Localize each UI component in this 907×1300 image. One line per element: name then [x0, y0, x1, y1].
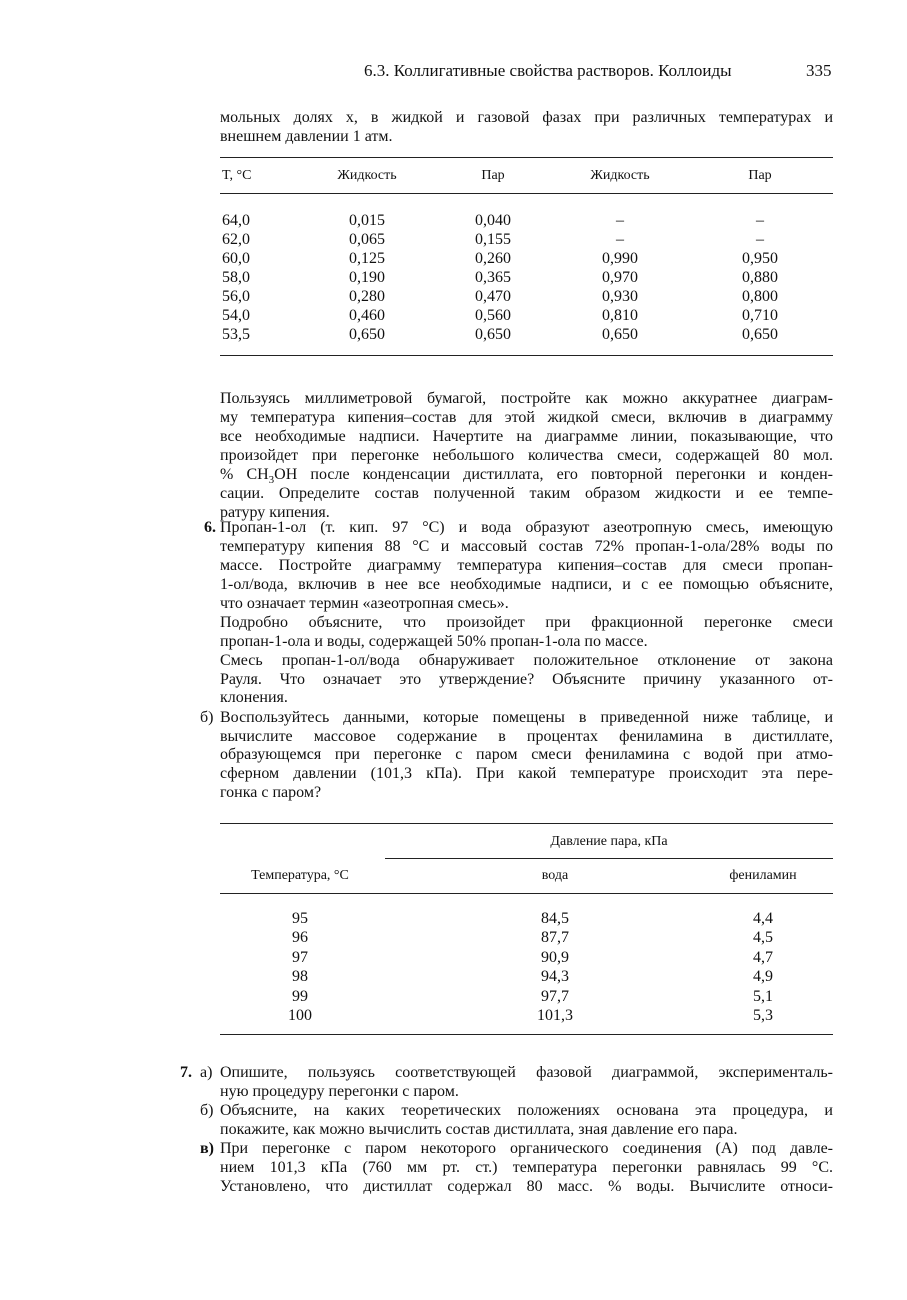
- text-line: клонения.: [220, 689, 288, 706]
- subitem-label: б): [200, 709, 214, 726]
- text-line: что означает термин «азеотропная смесь».: [220, 595, 509, 612]
- text-line-formula: [220, 465, 833, 487]
- table-cell: 0,015: [349, 212, 385, 229]
- table-cell-temperature: 58,0: [222, 269, 250, 286]
- table-cell: 94,3: [541, 968, 569, 986]
- text-line: Объясните, на каких теоретических положениях основана эта процедура, и: [220, 1102, 833, 1119]
- column-header: фениламин: [729, 868, 797, 883]
- column-header: Жидкость: [337, 168, 397, 183]
- table-rule: [220, 823, 833, 824]
- text-line: Установлено, что дистиллат содержал 80 масс. % воды. Вычислите относи-: [220, 1178, 833, 1195]
- table-cell: –: [756, 212, 764, 229]
- running-header: 6.3. Коллигативные свойства растворов. Коллоиды: [364, 61, 732, 80]
- text-line: произойдет при перегонке небольшого количества смеси, содержащей 80 мол.: [220, 447, 833, 464]
- formula-text: % CH: [220, 466, 269, 483]
- text-line: гонка с паром?: [220, 784, 322, 801]
- text-line: Смесь пропан-1-ол/вода обнаруживает положительное отклонение от закона: [220, 652, 833, 669]
- table-cell: 97,7: [541, 987, 569, 1005]
- problem-number: 7.: [180, 1064, 192, 1081]
- table-cell: 0,650: [475, 326, 511, 343]
- text-line: температуру кипения 88 °C и массовый состав 72% пропан-1-ола/28% воды по: [220, 538, 833, 555]
- table-cell: 0,155: [475, 231, 511, 248]
- table-cell-temperature: 56,0: [222, 288, 250, 305]
- table-cell: 0,650: [349, 326, 385, 343]
- table-cell: –: [616, 231, 624, 248]
- column-header: T, °C: [222, 168, 252, 183]
- text-line: сации. Определите состав полученной таким образом жидкости и ее темпе-: [220, 485, 833, 502]
- text-line: При перегонке с паром некоторого органического соединения (А) под давле-: [220, 1140, 833, 1157]
- table-cell: 0,470: [475, 288, 511, 305]
- table-cell: 101,3: [537, 1007, 573, 1024]
- table-cell-temperature: 64,0: [222, 212, 250, 229]
- subitem-label: а): [200, 1064, 213, 1081]
- table-cell-temperature: 96: [292, 929, 308, 947]
- table-cell: 0,880: [742, 269, 778, 286]
- group-header: Давление пара, кПа: [550, 834, 668, 849]
- table-cell: 90,9: [541, 948, 569, 966]
- table-cell: 4,5: [753, 929, 773, 947]
- table-cell: 0,560: [475, 307, 511, 324]
- table-cell: 4,9: [753, 968, 773, 986]
- column-header: Пар: [748, 168, 772, 183]
- table-cell: 0,065: [349, 231, 385, 248]
- text-line: му температура кипения–состав для этой жидкой смеси, включив в диаграмму: [220, 409, 833, 426]
- text-line: Пропан-1-ол (т. кип. 97 °C) и вода образуют азеотропную смесь, имеющую: [220, 519, 833, 536]
- table-cell: 0,040: [475, 212, 511, 229]
- table-cell: 0,650: [742, 326, 778, 343]
- table-cell-temperature: 100: [288, 1007, 312, 1024]
- table-cell: 0,365: [475, 269, 511, 286]
- table-cell: 0,280: [349, 288, 385, 305]
- table-rule: [220, 355, 833, 356]
- table-cell: –: [756, 231, 764, 248]
- table-rule: [220, 157, 833, 158]
- text-line: все необходимые надписи. Начертите на диаграмме линии, показывающие, что: [220, 428, 833, 445]
- column-header: вода: [541, 868, 569, 883]
- text-line: вычислите массовое содержание в процентах фениламина в дистиллате,: [220, 728, 833, 745]
- text-line: массе. Постройте диаграмму температура кипения–состав для смеси пропан-: [220, 557, 833, 574]
- table-cell: 4,7: [753, 948, 773, 966]
- column-header: Температура, °C: [251, 868, 349, 883]
- table-rule: [220, 193, 833, 194]
- text-line: ратуру кипения.: [220, 504, 330, 521]
- intro-line: мольных долях x, в жидкой и газовой фазах при различных температурах и: [220, 109, 833, 126]
- text-line: Рауля. Что означает это утверждение? Объясните причину указанного от-: [220, 671, 833, 688]
- formula-text: OH после конденсации дистиллата, его повторной перегонки и конден-: [274, 466, 833, 483]
- table-cell: –: [616, 212, 624, 229]
- table-cell-temperature: 97: [292, 948, 308, 966]
- text-line: ную процедуру перегонки с паром.: [220, 1083, 459, 1100]
- table-cell: 0,810: [602, 307, 638, 324]
- subitem-label: б): [200, 1102, 214, 1119]
- table-cell-temperature: 54,0: [222, 307, 250, 324]
- table-cell: 0,990: [602, 250, 638, 267]
- column-header: Жидкость: [590, 168, 650, 183]
- column-header: Пар: [481, 168, 505, 183]
- table-cell: 5,3: [753, 1007, 773, 1024]
- text-line: покажите, как можно вычислить состав дистиллата, зная давление его пара.: [220, 1121, 738, 1138]
- table-cell: 0,710: [742, 307, 778, 324]
- table-cell-temperature: 98: [292, 968, 308, 986]
- table-cell: 0,800: [742, 288, 778, 305]
- problem-number: 6.: [204, 519, 216, 536]
- table-cell: 4,4: [753, 910, 773, 927]
- table-cell: 0,930: [602, 288, 638, 305]
- text-line: пропан-1-ола и воды, содержащей 50% пропан-1-ола по массе.: [220, 633, 648, 650]
- table-rule: [220, 893, 833, 894]
- table-cell-temperature: 62,0: [222, 231, 250, 248]
- table-cell: 0,125: [349, 250, 385, 267]
- table-cell-temperature: 53,5: [222, 326, 250, 343]
- table-cell: 0,650: [602, 326, 638, 343]
- text-line: 1-ол/вода, включив в нее все необходимые надписи, и с ее помощью объясните,: [220, 576, 833, 593]
- table-cell-temperature: 99: [292, 987, 308, 1005]
- table-cell: 0,950: [742, 250, 778, 267]
- table-cell-temperature: 60,0: [222, 250, 250, 267]
- text-line: Пользуясь миллиметровой бумагой, постройте как можно аккуратнее диаграм-: [220, 390, 833, 407]
- formula-subscript: 3: [268, 474, 275, 487]
- table-cell: 0,460: [349, 307, 385, 324]
- table-cell: 0,260: [475, 250, 511, 267]
- intro-line: внешнем давлении 1 атм.: [220, 128, 393, 145]
- table-cell: 0,970: [602, 269, 638, 286]
- table-cell-temperature: 95: [292, 910, 308, 927]
- text-line: нием 101,3 кПа (760 мм рт. ст.) температура перегонки равнялась 99 °C.: [220, 1159, 833, 1176]
- text-line: сферном давлении (101,3 кПа). При какой температуре происходит эта пере-: [220, 765, 833, 782]
- text-line: образующемся при перегонке с паром смеси фениламина с водой при атмо-: [220, 746, 833, 763]
- table-cell: 84,5: [541, 910, 569, 927]
- text-line: Воспользуйтесь данными, которые помещены в приведенной ниже таблице, и: [220, 709, 833, 726]
- table-rule: [220, 1034, 833, 1035]
- table-cell: 5,1: [753, 987, 773, 1005]
- table-subrule: [385, 858, 833, 859]
- subitem-label: в): [200, 1140, 214, 1157]
- text-line: Подробно объясните, что произойдет при фракционной перегонке смеси: [220, 614, 833, 631]
- text-line: Опишите, пользуясь соответствующей фазовой диаграммой, эксперименталь-: [220, 1064, 833, 1081]
- table-cell: 0,190: [349, 269, 385, 286]
- table-cell: 87,7: [541, 929, 569, 947]
- page-number: 335: [806, 61, 832, 80]
